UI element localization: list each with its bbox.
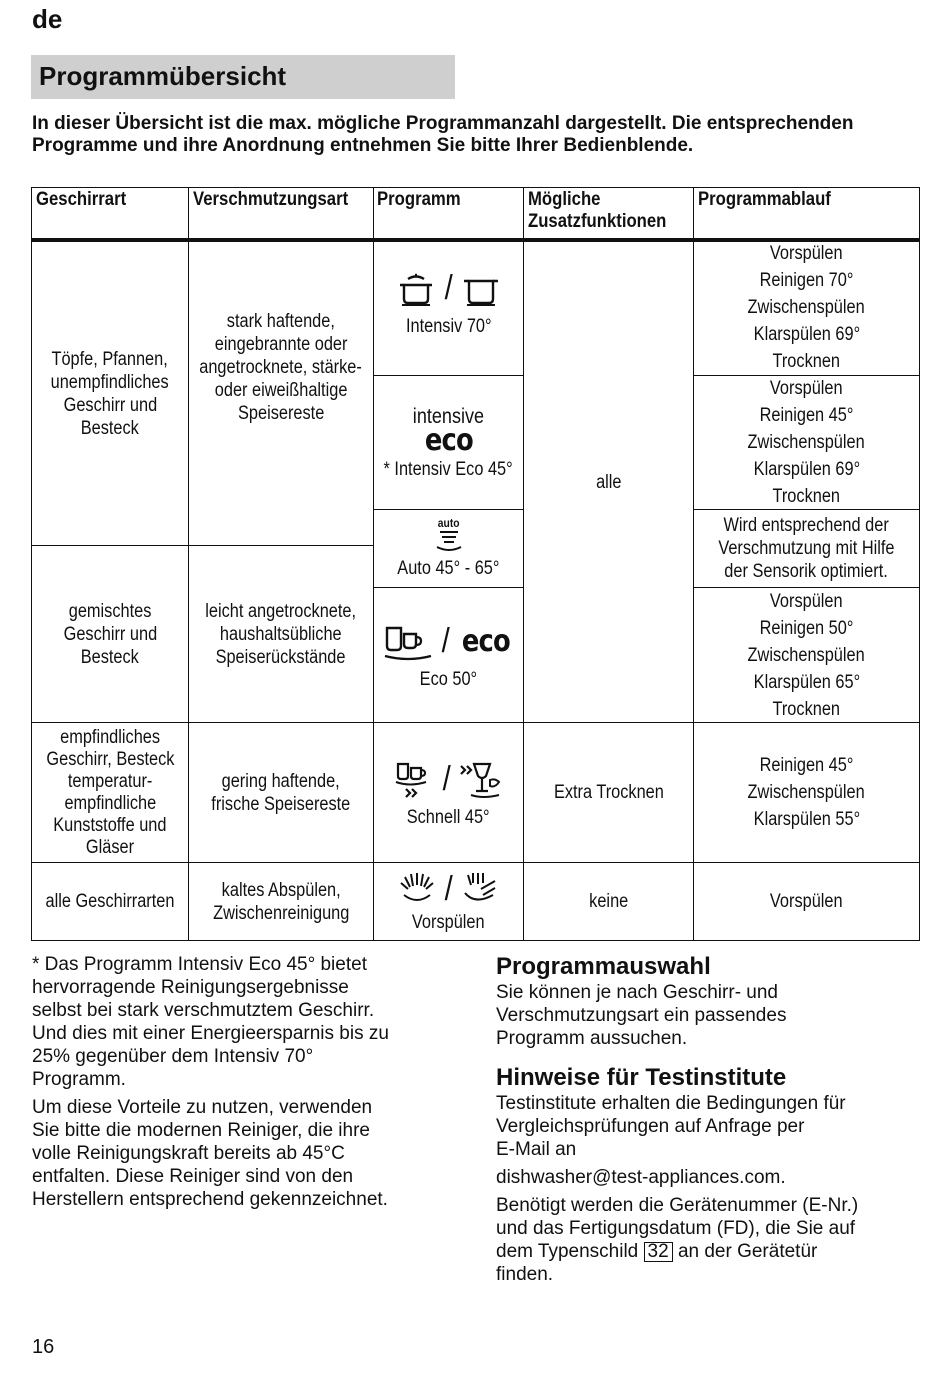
ablauf-cell-4 — [694, 588, 919, 722]
text-line: alle — [595, 471, 622, 493]
ablauf-cell-5 — [694, 723, 919, 862]
text-line: Reinigen 45° — [759, 755, 854, 776]
cup-plate-icon — [383, 622, 433, 662]
program-label: Vorspülen — [412, 912, 485, 933]
header-zusatz-line2: Zusatzfunktionen — [528, 211, 667, 232]
zusatz-cell-2 — [524, 723, 693, 862]
text-line: Trocknen — [772, 698, 841, 720]
footnote-paragraph-1 — [32, 953, 462, 1091]
page-number: 16 — [32, 1336, 55, 1358]
program-intensiv-eco45 — [374, 377, 523, 509]
header-geschirrart: Geschirrart — [36, 189, 127, 210]
hinweise-paragraph-1 — [496, 1092, 926, 1161]
text-line: gemischtes — [68, 600, 152, 622]
text-line: volle Reinigungskraft bereits ab 45°C — [32, 1143, 345, 1164]
auto-basket-icon — [434, 529, 464, 553]
program-label: Auto 45° - 65° — [397, 558, 500, 579]
reference-number-box: 32 — [644, 1242, 673, 1262]
text-line: Verschmutzungsart ein passendes — [496, 1005, 787, 1026]
text-line: Klarspülen 69° — [753, 324, 860, 345]
verschmutzung-cell-3 — [189, 723, 373, 862]
auto-word: auto — [437, 516, 460, 530]
language-code: de — [32, 4, 63, 34]
section-title-bar — [31, 55, 455, 99]
geschirr-cell-1 — [32, 242, 188, 545]
pot-lid-icon — [396, 271, 436, 307]
slash-separator: / — [441, 622, 450, 660]
footnote-paragraph-2 — [32, 1096, 462, 1211]
ablauf-cell-1 — [694, 240, 919, 375]
ablauf-cell-2 — [694, 376, 919, 509]
text-line: hervorragende Reinigungsergebnisse — [32, 977, 349, 998]
header-programmablauf: Programmablauf — [698, 189, 831, 210]
program-label: Eco 50° — [419, 668, 478, 690]
text-line: Trocknen — [772, 486, 841, 507]
text-line: Programm aussuchen. — [496, 1028, 688, 1049]
footnote — [32, 953, 462, 1216]
text-line: temperatur- — [67, 770, 153, 792]
zusatz-cell-3 — [524, 863, 693, 940]
text-line: Extra Trocknen — [553, 782, 664, 803]
hinweise-heading: Hinweise für Testinstitute — [496, 1064, 787, 1091]
text-line: an der Gerätetür — [677, 1241, 818, 1262]
slash-separator: / — [444, 869, 453, 908]
text-line: kaltes Abspülen, — [221, 879, 341, 901]
text-line: * Das Programm Intensiv Eco 45° bietet — [32, 954, 367, 975]
text-line: Speisereste — [237, 402, 325, 424]
text-line: empfindliche — [64, 792, 156, 814]
text-line: Programm. — [32, 1069, 126, 1090]
text-line: Verschmutzung mit Hilfe — [718, 538, 895, 559]
text-line: Zwischenspülen — [747, 432, 866, 453]
text-line: Vergleichsprüfungen auf Anfrage per — [496, 1116, 805, 1137]
slash-separator: / — [444, 269, 453, 307]
eco-word: eco — [424, 422, 473, 458]
text-line: oder eiweißhaltige — [214, 379, 348, 401]
text-line: Und dies mit einer Energieersparnis bis zu — [32, 1023, 389, 1044]
verschmutzung-cell-1 — [189, 242, 373, 492]
text-line: Vorspülen — [770, 378, 843, 399]
text-line: Speiserückstände — [216, 646, 346, 668]
text-line: angetrocknete, stärke- — [199, 356, 363, 378]
text-line: Besteck — [80, 646, 140, 668]
text-line: 25% gegenüber dem Intensiv 70° — [32, 1046, 314, 1067]
geschirr-cell-4 — [32, 863, 188, 940]
text-line: Töpfe, Pfannen, — [51, 348, 169, 370]
hinweise-paragraph-3 — [496, 1194, 926, 1286]
text-line: Besteck — [80, 417, 140, 439]
program-label: Schnell 45° — [407, 806, 490, 828]
text-line: Reinigen 70° — [759, 270, 854, 291]
text-line: stark haftende, — [226, 310, 336, 332]
pot-icon — [461, 271, 501, 307]
text-line: Gläser — [85, 836, 135, 858]
text-line: unempfindliches — [50, 371, 170, 393]
text-line: Geschirr und — [63, 394, 157, 416]
text-line: Geschirr, Besteck — [45, 748, 175, 770]
text-line: eingebrannte oder — [214, 333, 348, 355]
text-line: Sie können je nach Geschirr- und — [496, 982, 778, 1003]
text-line: E-Mail an — [496, 1139, 577, 1160]
text-line: Geschirr und — [63, 623, 157, 645]
quick-glass-icon — [459, 760, 503, 800]
right-column — [496, 953, 926, 1291]
program-label: * Intensiv Eco 45° — [383, 458, 514, 480]
text-line: Klarspülen 69° — [753, 459, 860, 480]
slash-separator: / — [442, 760, 451, 798]
program-intensiv70 — [374, 252, 523, 352]
eco-word: eco — [462, 624, 511, 659]
text-line: Zwischenspülen — [747, 644, 866, 666]
zusatz-cell-1 — [524, 242, 693, 722]
text-line: dem Typenschild — [496, 1241, 639, 1262]
text-line: haushaltsübliche — [220, 623, 342, 645]
programmauswahl-text — [496, 981, 926, 1050]
geschirr-cell-2 — [32, 546, 188, 722]
header-zusatz-line1: Mögliche — [528, 189, 601, 210]
text-line: Klarspülen 65° — [753, 671, 860, 693]
spray-basket-icon — [461, 871, 499, 907]
text-line: frische Speisereste — [211, 793, 351, 815]
text-line: Reinigen 50° — [759, 617, 854, 639]
text-line: finden. — [496, 1264, 554, 1285]
program-auto — [374, 510, 523, 587]
program-vorspuelen — [374, 863, 523, 940]
text-line: Kunststoffe und — [53, 814, 167, 836]
text-line: Reinigen 45° — [759, 405, 854, 426]
text-line: Benötigt werden die Gerätenummer (E-Nr.) — [496, 1195, 859, 1216]
ablauf-cell-6 — [694, 863, 919, 940]
program-label: Intensiv 70° — [405, 315, 492, 337]
text-line: Herstellern entsprechend gekennzeichnet. — [32, 1189, 388, 1210]
text-line: keine — [588, 891, 629, 912]
header-programm: Programm — [377, 189, 461, 210]
text-line: entfalten. Diese Reiniger sind von den — [32, 1166, 354, 1187]
verschmutzung-cell-2 — [189, 546, 373, 722]
text-line: Trocknen — [772, 351, 841, 372]
section-title: Programmübersicht — [39, 61, 287, 91]
header-zusatzfunktionen — [528, 189, 666, 233]
programmauswahl-heading: Programmauswahl — [496, 953, 711, 980]
intensive-word: intensive — [412, 404, 485, 428]
text-line: selbst bei stark verschmutztem Geschirr. — [32, 1000, 375, 1021]
hinweise-email: dishwasher@test-appliances.com. — [496, 1167, 786, 1188]
intro-text: In dieser Übersicht ist die max. mögliche Programmanzahl dargestellt. Die entsprechenden Programme und ihre Anordnung entnehmen Sie bitte Ihrer Bedienblende. — [32, 113, 854, 156]
spray-icon — [398, 871, 436, 907]
text-line: alle Geschirrarten — [45, 891, 175, 912]
geschirr-cell-3 — [32, 723, 188, 862]
program-table — [31, 187, 920, 941]
text-line: Um diese Vorteile zu nutzen, verwenden — [32, 1097, 373, 1118]
text-line: leicht angetrocknete, — [205, 600, 357, 622]
text-line: Klarspülen 55° — [753, 809, 860, 830]
text-line: Wird entsprechend der — [723, 515, 890, 536]
text-line: Zwischenspülen — [747, 297, 866, 318]
text-line: und das Fertigungsdatum (FD), die Sie auf — [496, 1218, 856, 1239]
text-line: Vorspülen — [770, 590, 843, 612]
text-line: gering haftende, — [221, 770, 341, 792]
text-line: Vorspülen — [770, 891, 843, 912]
text-line: Zwischenreinigung — [212, 902, 350, 924]
header-verschmutzungsart: Verschmutzungsart — [193, 189, 349, 210]
text-line: empfindliches — [60, 726, 160, 748]
ablauf-cell-3 — [694, 510, 919, 587]
text-line: Sie bitte die modernen Reiniger, die ihre — [32, 1120, 370, 1141]
verschmutzung-cell-4 — [189, 863, 373, 940]
program-schnell45 — [374, 733, 523, 853]
program-eco50 — [374, 588, 523, 722]
text-line: Testinstitute erhalten die Bedingungen für — [496, 1093, 846, 1114]
quick-cup-icon — [394, 760, 434, 800]
text-line: Zwischenspülen — [747, 782, 866, 803]
text-line: der Sensorik optimiert. — [724, 561, 889, 582]
text-line: Vorspülen — [770, 243, 843, 264]
